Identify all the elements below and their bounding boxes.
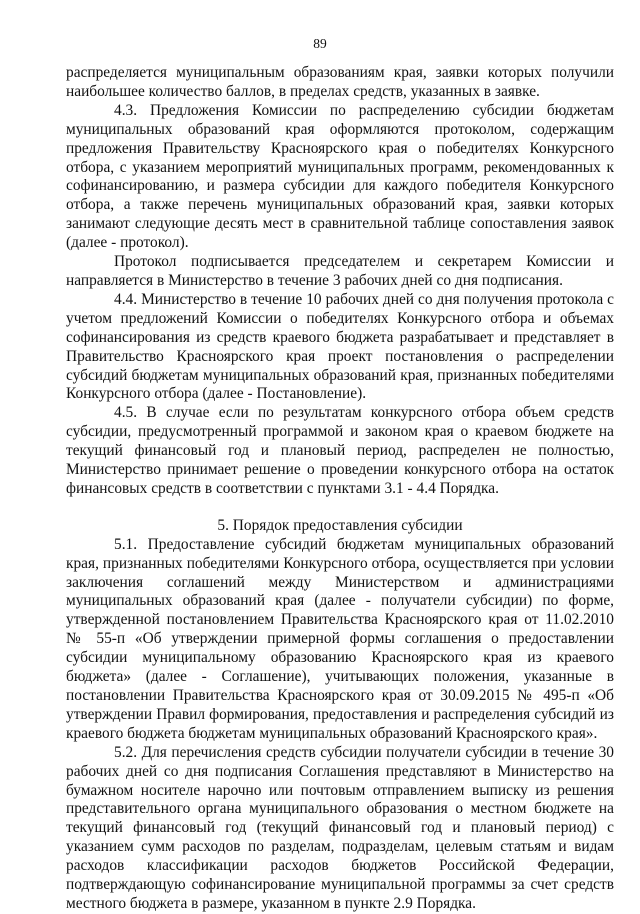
paragraph-protocol-signing: Протокол подписывается председателем и секретарем Комиссии и направляется в Министерство в течение 3 рабочих дней со дня подписания. (66, 253, 614, 289)
paragraph-4-3: 4.3. Предложения Комиссии по распределению субсидии бюджетам муниципальных образований края оформляются протоколом, содержащим предложения Правительству Красноярского края о победителях Конкурсного отбора, с указанием мероприятий муниципальных программ, рекомендованных к софинансированию, и размера субсидии для каждого победителя Конкурсного отбора, а также перечень муниципальных образований края, заявки которых занимают следующие десять мест в сравнительной таблице сопоставления заявок (далее - протокол). (66, 101, 614, 252)
paragraph-4-4: 4.4. Министерство в течение 10 рабочих дней со дня получения протокола с учетом предложений Комиссии о победителях Конкурсного отбора и объемах софинансирования из средств краевого бюджета разрабатывает и представляет в Правительство Красноярского края проект постановления о распределении субсидий бюджетам муниципальных образований края, признанных победителями Конкурсного отбора (далее - Постановление). (66, 290, 614, 403)
paragraph-4-5: 4.5. В случае если по результатам конкурсного отбора объем средств субсидии, предусмотренный программой и законом края о краевом бюджете на текущий финансовый год и плановый период, распределен не полностью, Министерство принимает решение о проведении конкурсного отбора на остаток финансовых средств в соответствии с пунктами 3.1 - 4.4 Порядка. (66, 404, 614, 497)
paragraph-continuation: распределяется муниципальным образованиям края, заявки которых получили наибольшее количество баллов, в пределах средств, указанных в заявке. (66, 64, 614, 100)
page-number: 89 (313, 36, 327, 51)
paragraph-5-2: 5.2. Для перечисления средств субсидии получатели субсидии в течение 30 рабочих дней со дня подписания Соглашения представляют в Министерство на бумажном носителе нарочно или почтовым отправлением выписку из решения представительного органа муниципального образования о местном бюджете на текущий финансовый год (текущий финансовый год и плановый период) с указанием сумм расходов по разделам, подразделам, целевым статьям и видам расходов классификации расходов бюджетов Российской Федерации, подтверждающую софинансирование муниципальной программы за счет средств местного бюджета в размере, указанном в пункте 2.9 Порядка. (66, 743, 614, 912)
paragraph-5-1: 5.1. Предоставление субсидий бюджетам муниципальных образований края, признанных победителями Конкурсного отбора, осуществляется при условии заключения соглашений между Министерством и администрациями муниципальных образований края (далее - получатели субсидии) по форме, утвержденной постановлением Правительства Красноярского края от 11.02.2010 № 55-п «Об утверждении примерной формы соглашения о предоставлении субсидии муниципальному образованию Красноярского края из краевого бюджета» (далее - Соглашение), учитывающих положения, указанные в постановлении Правительства Красноярского края от 30.09.2015 № 495-п «Об утверждении Правил формирования, предоставления и распределения субсидий из краевого бюджета бюджетам муниципальных образований Красноярского края». (66, 535, 614, 742)
section-heading: 5. Порядок предоставления субсидии (217, 516, 463, 534)
document-body (66, 64, 614, 914)
